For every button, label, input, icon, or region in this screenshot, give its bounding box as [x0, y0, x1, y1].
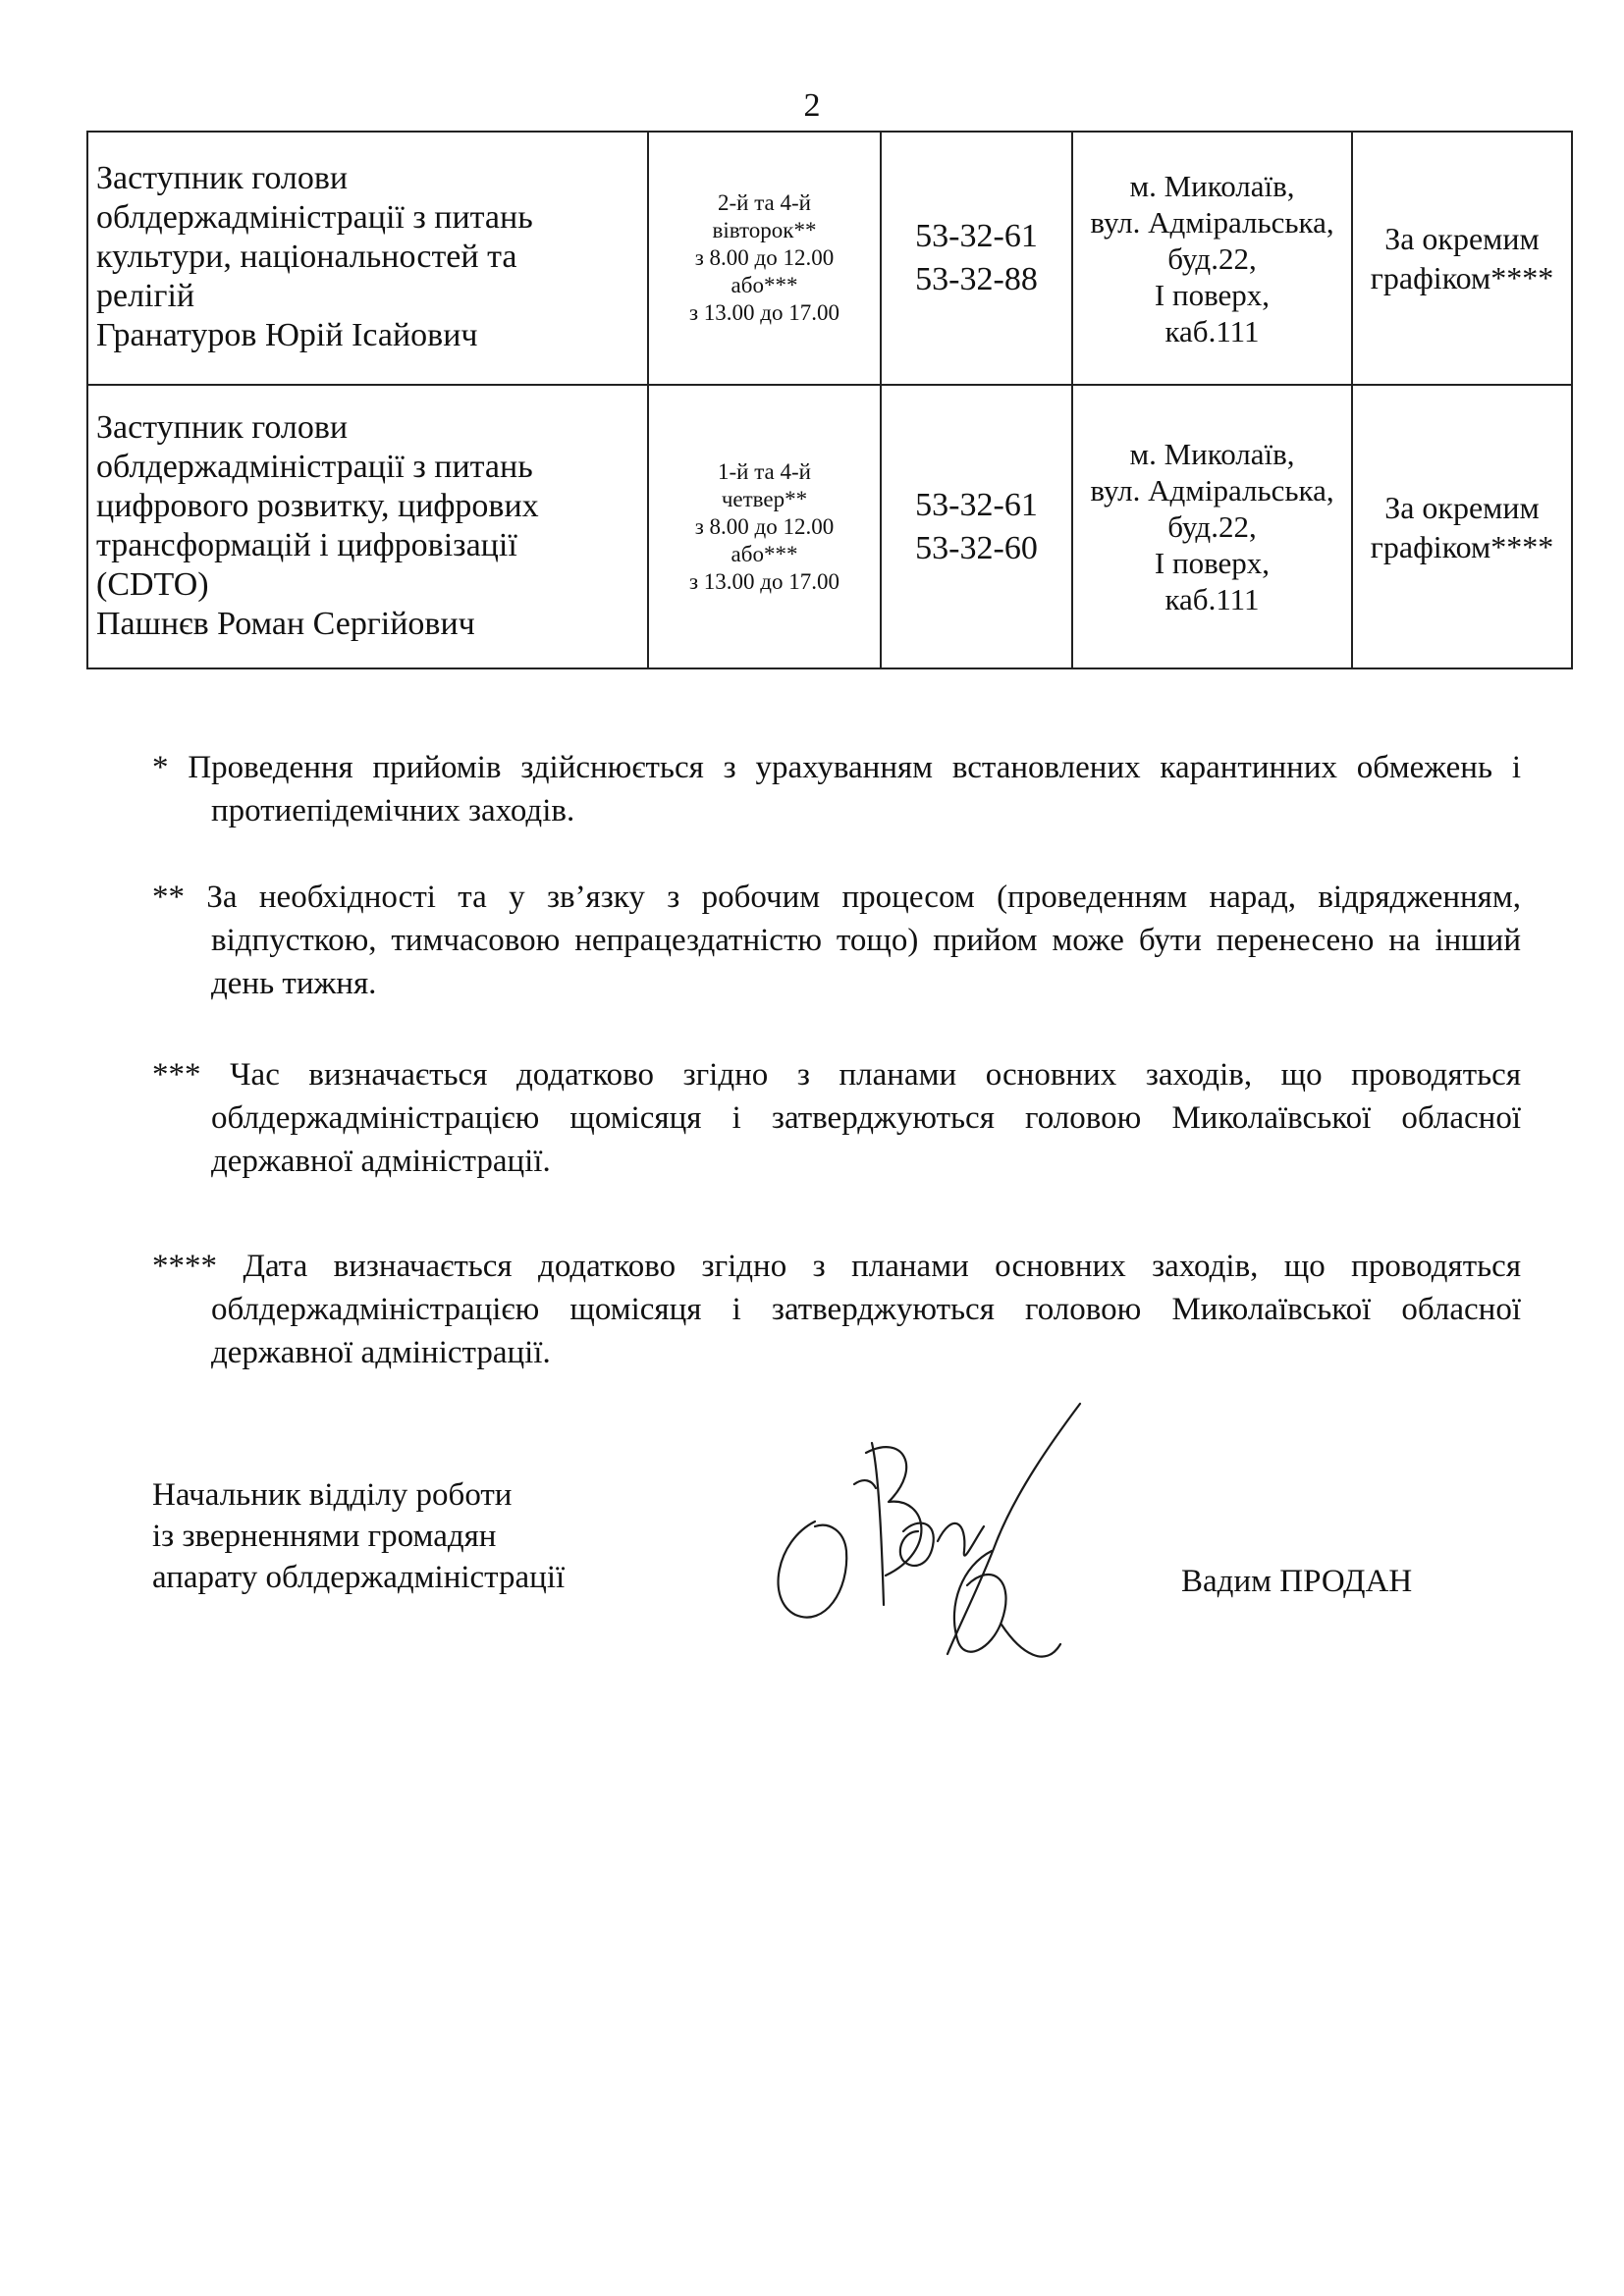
footnote-3: [152, 1053, 1521, 1183]
footnote-mark: ***: [152, 1057, 201, 1093]
signatory-name: Вадим ПРОДАН: [1181, 1564, 1413, 1599]
footnote-mark: ****: [152, 1249, 217, 1284]
phones-cell: 53-32-61 53-32-88: [881, 132, 1072, 385]
footnote-mark: *: [152, 750, 169, 785]
reception-days-cell: 1-й та 4-й четвер** з 8.00 до 12.00 або*** з 13.00 до 17.00: [648, 385, 881, 668]
footnote-1: [152, 746, 1521, 832]
footnote-text: Час визначається додатково згідно з планами основних заходів, що проводяться облдержадміністрацією щомісяця і затверджуються головою Миколаївської обласної державної адміністрації.: [211, 1057, 1522, 1179]
address-cell: м. Миколаїв, вул. Адміральська, буд.22, І поверх, каб.111: [1072, 385, 1352, 668]
reception-days-cell: 2-й та 4-й вівторок** з 8.00 до 12.00 або*** з 13.00 до 17.00: [648, 132, 881, 385]
schedule-cell: За окремим графіком****: [1352, 385, 1572, 668]
table-row: [87, 132, 1572, 385]
official-cell: Заступник голови облдержадміністрації з питань культури, національностей та релігій Гранатуров Юрій Ісайович: [87, 132, 648, 385]
table-row: [87, 385, 1572, 668]
official-cell: Заступник голови облдержадміністрації з питань цифрового розвитку, цифрових трансформацій і цифровізації (CDTO) Пашнєв Роман Сергійович: [87, 385, 648, 668]
phones-cell: 53-32-61 53-32-60: [881, 385, 1072, 668]
footnote-2: [152, 876, 1521, 1005]
footnote-4: [152, 1245, 1521, 1374]
footnote-text: За необхідності та у зв’язку з робочим процесом (проведенням нарад, відрядженням, відпусткою, тимчасовою непрацездатністю тощо) прийом може бути перенесено на інший день тижня.: [206, 880, 1521, 1001]
handwritten-signature: [756, 1394, 1110, 1688]
footnote-text: Дата визначається додатково згідно з планами основних заходів, що проводяться облдержадміністрацією щомісяця і затверджуються головою Миколаївської обласної державної адміністрації.: [211, 1249, 1522, 1370]
page-number: 2: [803, 87, 821, 124]
address-cell: м. Миколаїв, вул. Адміральська, буд.22, І поверх, каб.111: [1072, 132, 1352, 385]
footnote-text: Проведення прийомів здійснюється з урахуванням встановлених карантинних обмежень і протиепідемічних заходів.: [188, 750, 1522, 828]
schedule-cell: За окремим графіком****: [1352, 132, 1572, 385]
signatory-position: Начальник відділу роботи із зверненнями громадян апарату облдержадміністрації: [152, 1477, 566, 1595]
footnote-mark: **: [152, 880, 185, 915]
reception-schedule-table: [86, 131, 1573, 669]
